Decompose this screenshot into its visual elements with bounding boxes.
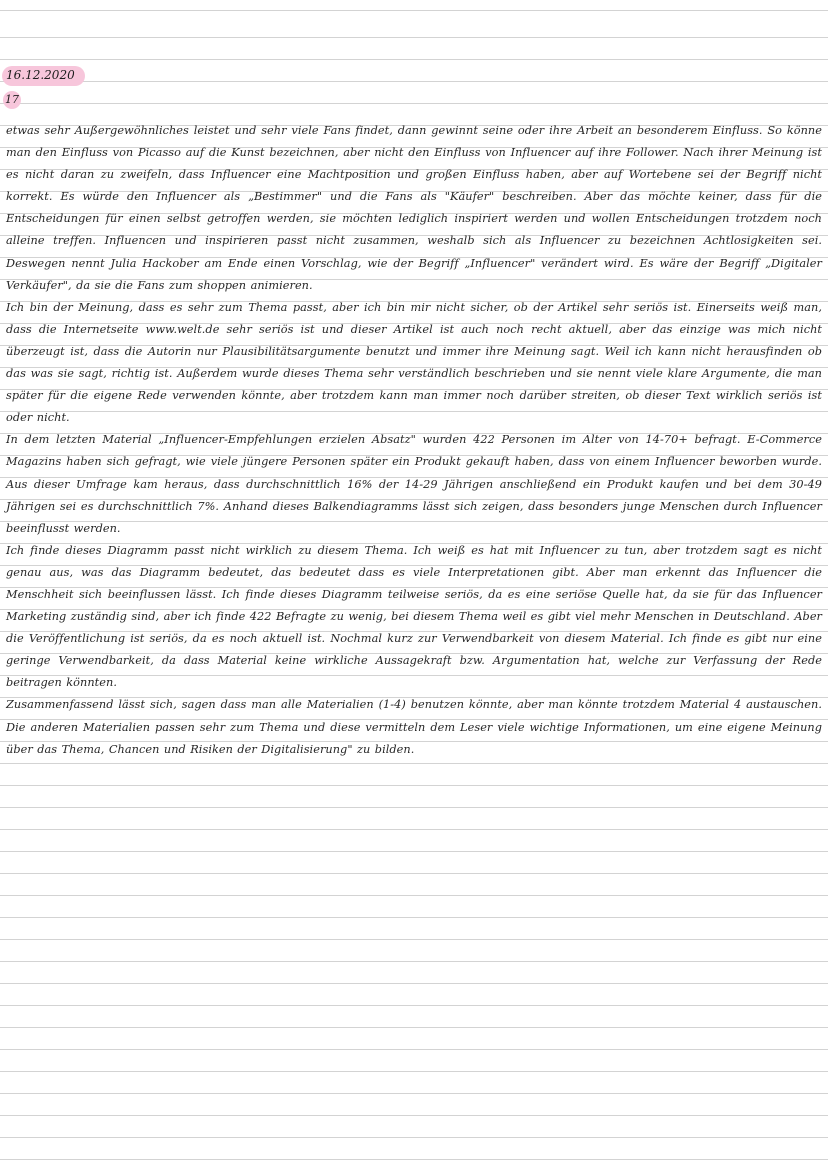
date-label: 16.12.2020 [2,66,85,86]
handwritten-text [6,120,822,761]
paragraph-3: In dem letzten Material „Influencer-Empfehlungen erzielen Absatz" wurden 422 Personen im Alter von 14-70+ befragt. E-Commerce Magazins haben sich gefragt, wie viele jüngere Personen später ein Produkt gekauft haben, dass von einem Influencer beworben wurde. Aus dieser Umfrage kam heraus, dass durchschnittlich 16% der 14-29 Jährigen anschließend ein Produkt kaufen und bei dem 30-49 Jährigen sei es durchschnittlich 7%. Anhand dieses Balkendiagramms lässt sich zeigen, dass besonders junge Menschen durch Influencer beeinflusst werden. [6,433,822,535]
paragraph-1: etwas sehr Außergewöhnliches leistet und sehr viele Fans findet, dann gewinnt seine oder ihre Arbeit an besonderem Einfluss. So könne man den Einfluss von Picasso auf die Kunst bezeichnen, aber nicht den Einfluss von Influencer auf ihre Follower. Nach ihrer Meinung ist es nicht daran zu zweifeln, dass Influencer eine Machtposition und großen Einfluss haben, aber auf Wortebene sei der Begriff nicht korrekt. Es würde den Influencer als „Bestimmer" und die Fans als "Käufer" beschreiben. Aber das möchte keiner, dass für die Entscheidungen für einen selbst getroffen werden, sie möchten lediglich inspiriert werden und wollen Entscheidungen trotzdem noch alleine treffen. Influencen und inspirieren passt nicht zusammen, weshalb sich als Influencer zu bezeichnen Achtlosigkeiten sei. Deswegen nennt Julia Hackober am Ende einen Vorschlag, wie der Begriff „Influencer" verändert wird. Es wäre der Begriff „Digitaler Verkäufer", da sie die Fans zum shoppen animieren. [6,124,822,292]
paragraph-2: Ich bin der Meinung, dass es sehr zum Thema passt, aber ich bin mir nicht sicher, ob der Artikel sehr seriös ist. Einerseits weiß man, dass die Internetseite www.welt.de sehr seriös ist und dieser Artikel ist auch noch recht aktuell, aber das einzige was mich nicht überzeugt ist, dass die Autorin nur Plausibilitätsargumente benutzt und immer ihre Meinung sagt. Weil ich kann nicht herausfinden ob das was sie sagt, richtig ist. Außerdem wurde dieses Thema sehr verständlich beschrieben und sie nennt viele klare Argumente, die man später für die eigene Rede verwenden könnte, aber trotzdem kann man immer noch darüber streiten, ob dieser Text wirklich seriös ist oder nicht. [6,300,822,425]
paragraph-4: Ich finde dieses Diagramm passt nicht wirklich zu diesem Thema. Ich weiß es hat mit Influencer zu tun, aber trotzdem sagt es nicht genau aus, was das Diagramm bedeutet, das bedeutet dass es viele Interpretationen gibt. Aber man erkennt das Influencer die Menschheit sich beeinflussen lässt. Ich finde dieses Diagramm teilweise seriös, da es eine seriöse Quelle hat, da sie für das Influencer Marketing zuständig sind, aber ich finde 422 Befragte zu wenig, bei diesem Thema weil es gibt viel mehr Menschen in Deutschland. Aber die Veröffentlichung ist seriös, da es noch aktuell ist. Nochmal kurz zur Verwendbarkeit von diesem Material. Ich finde es gibt nur eine geringe Verwendbarkeit, da dass Material keine wirkliche Aussagekraft bzw. Argumentation hat, welche zur Verfassung der Rede beitragen könnten. [6,543,822,690]
paragraph-5: Zusammenfassend lässt sich, sagen dass man alle Materialien (1-4) benutzen könnte, aber man könnte trotzdem Material 4 austauschen. Die anderen Materialien passen sehr zum Thema und diese vermitteln dem Leser viele wichtige Informationen, um eine eigene Meinung über das Thema, Chancen und Risiken der Digitalisierung" zu bilden. [6,698,822,756]
page-number-badge: 17 [3,91,21,109]
